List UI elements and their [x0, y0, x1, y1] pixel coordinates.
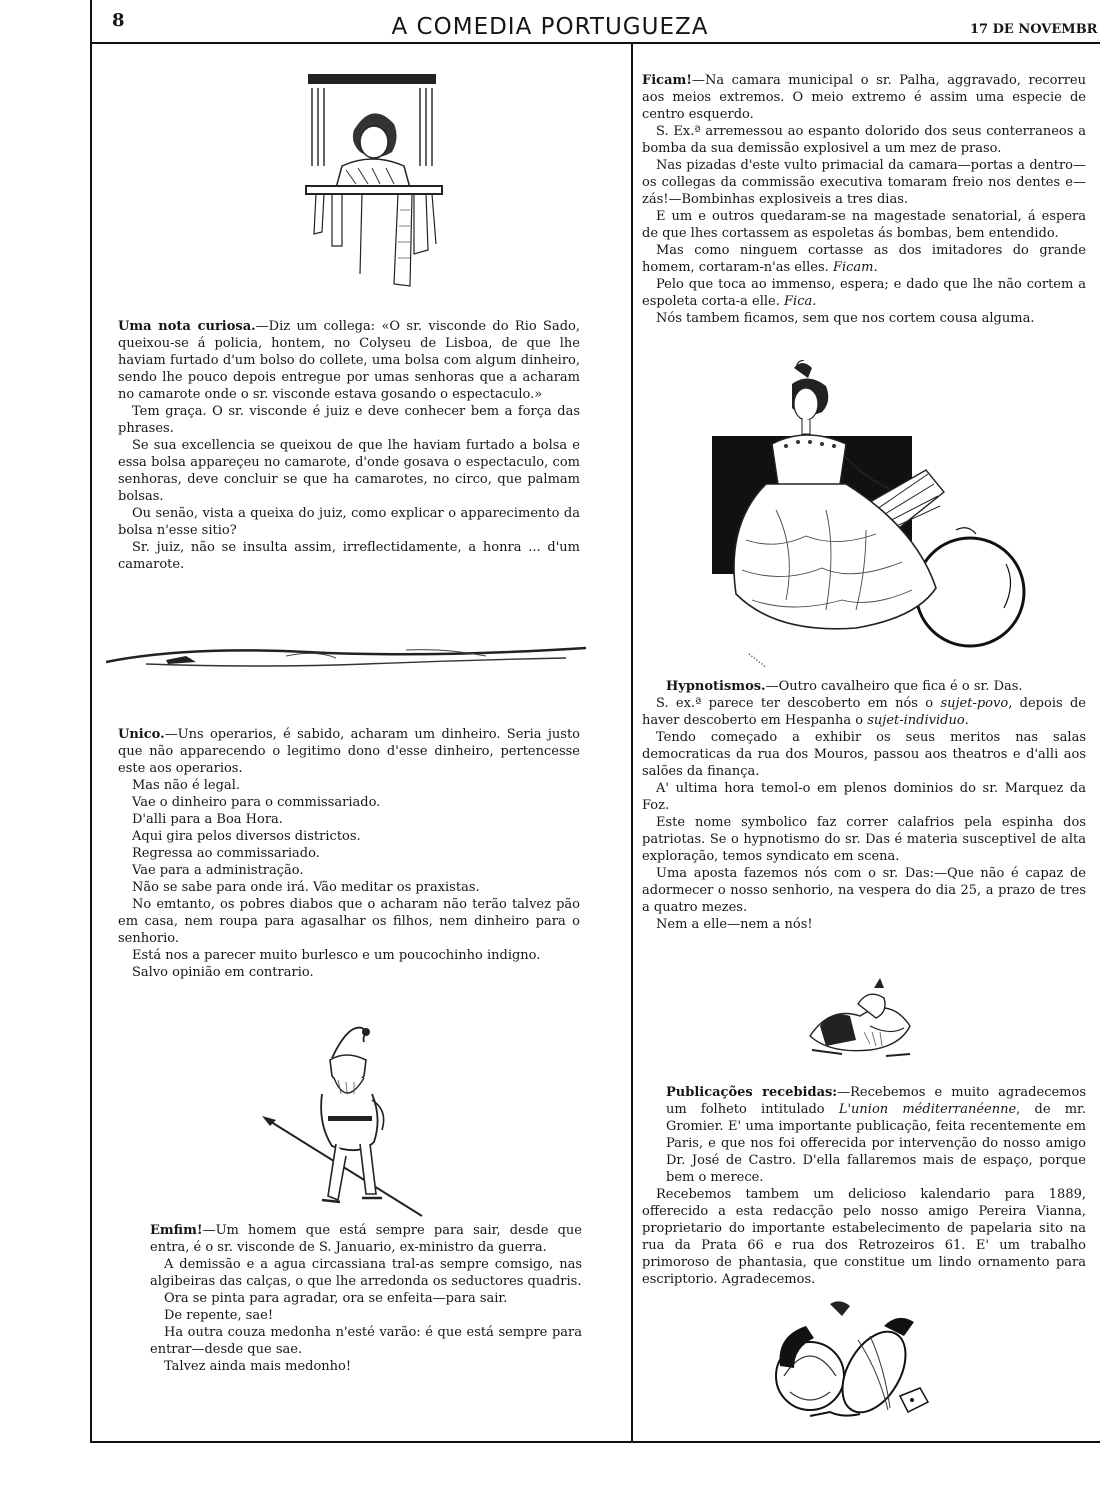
- article-unico: [118, 726, 580, 981]
- left-column-unico: [118, 726, 580, 981]
- article-text: —Recebemos e muito agradecemos um folheto intitulado: [666, 1085, 1087, 1117]
- article-heading: Unico.: [118, 727, 165, 742]
- article-publicacoes: [642, 1084, 1086, 1288]
- article-text: Pelo que toca ao immenso, espera; e dado que lhe não cortem a espoleta corta-a elle.: [642, 277, 1086, 309]
- article-text: Recebemos tambem um delicioso kalendario para 1889, offerecido a esta redacção pelo nosso amigo Pereira Vianna, proprietario do importante estabelecimento de papelaria sito na rua da Prata 66 e rua dos Retrozeiros 61. E' um trabalho primoroso de phantasia, que constitue um lindo ornamento para escriptorio. Agradecemos.: [642, 1187, 1086, 1287]
- article-text: Nem a elle—nem a nós!: [656, 917, 813, 932]
- small-figure-vignette: [800, 976, 930, 1066]
- article-text: S. Ex.ª arremessou ao espanto dolorido dos seus conterraneos a bomba da sua demissão explosivel a um mez de praso.: [642, 124, 1086, 156]
- article-text: Mas como ninguem cortasse as dos imitadores do grande homem, cortaram-n'as elles.: [642, 243, 1086, 275]
- article-line: D'alli para a Boa Hora.: [132, 812, 283, 827]
- article-line: Regressa ao commissariado.: [132, 846, 320, 861]
- article-text: , depois de haver descoberto em Hespanha o: [642, 696, 1086, 728]
- article-text: Ha outra couza medonha n'esté varão: é que está sempre para entrar—desde que sae.: [150, 1325, 582, 1357]
- article-text: Tendo começado a exhibir os seus meritos nas salas democraticas da rua dos Mouros, passou aos theatros e d'alli aos salões da finança.: [642, 730, 1086, 779]
- article-heading: Ficam!: [642, 73, 692, 88]
- article-emfim: [150, 1222, 582, 1375]
- right-column-hypno: [642, 678, 1086, 933]
- article-text: , de mr. Gromier. E' uma importante publicação, feita recentemente em Paris, e que nos foi offerecida por intervenção do nosso amigo Dr. José de Castro. D'ella fallaremos mais de espaço, porque bem o merece.: [666, 1102, 1086, 1185]
- article-ficam: [642, 72, 1086, 327]
- article-text: S. ex.ª parece ter descoberto em nós o: [656, 696, 934, 711]
- masthead-title: A COMEDIA PORTUGUEZA: [391, 14, 709, 40]
- article-text-italic: Ficam.: [832, 260, 878, 275]
- article-text: Nós tambem ficamos, sem que nos cortem cousa alguma.: [656, 311, 1035, 326]
- article-heading: Uma nota curiosa.: [118, 319, 256, 334]
- article-text: Salvo opinião em contrario.: [132, 965, 314, 980]
- article-nota-curiosa: [118, 318, 580, 573]
- article-text: .: [964, 713, 969, 728]
- article-text: —Diz um collega: «O sr. visconde do Rio Sado, queixou-se á policia, hontem, no Colyseu de Lisboa, de que lhe haviam furtado d'um bolso do collete, uma bolsa com algum dinheiro, sendo lhe pouco depois entregue por umas senhoras que a acharam no camarote onde o sr. visconde estava gosando o espectaculo.»: [118, 319, 580, 402]
- fruit-still-life-vignette: [770, 1296, 940, 1436]
- column-divider: [631, 44, 633, 1443]
- header-date: 17 DE NOVEMBR: [970, 22, 1098, 37]
- article-text: Uma aposta fazemos nós com o sr. Das:—Que não é capaz de adormecer o nosso senhorio, na vespera do dia 25, a prazo de tres a quatro mezes.: [642, 866, 1086, 915]
- article-text: —Outro cavalheiro que fica é o sr. Das.: [765, 679, 1023, 694]
- article-text: No emtanto, os pobres diabos que o acharam não terão talvez pão em casa, nem roupa para agasalhar os filhos, nem dinheiro para o senhorio.: [118, 897, 580, 946]
- article-text: Nas pizadas d'este vulto primacial da camara—portas a dentro—os collegas da commissão executiva tomaram freio nos dentes e—zás!—Bombinhas explosiveis a tres dias.: [642, 158, 1086, 207]
- woman-at-window-illustration: [302, 70, 448, 290]
- lady-with-fan-illustration: [706, 360, 1046, 682]
- article-line: Não se sabe para onde irá. Vão meditar os praxistas.: [132, 880, 480, 895]
- article-text-italic: Fica.: [784, 294, 817, 309]
- right-column-ficam: [642, 72, 1086, 327]
- article-text: E um e outros quedaram-se na magestade senatorial, á espera de que lhes cortassem as espoletas ás bombas, bem entendido.: [642, 209, 1086, 241]
- article-text: —Na camara municipal o sr. Palha, aggravado, recorreu aos meios extremos. O meio extremo é assim uma especie de centro esquerdo.: [642, 73, 1086, 122]
- article-heading: Publicações recebidas:: [666, 1085, 838, 1100]
- pen-stroke-divider: [106, 640, 596, 676]
- page-number: 8: [112, 10, 125, 31]
- article-hypnotismos: [642, 678, 1086, 933]
- right-column-publicacoes: [642, 1084, 1086, 1288]
- article-line: Vae para a administração.: [132, 863, 304, 878]
- article-text: A' ultima hora temol-o em plenos dominios do sr. Marquez da Foz.: [642, 781, 1086, 813]
- article-text: Este nome symbolico faz correr calafrios pela espinha dos patriotas. Se o hypnotismo do sr. Das é materia susceptivel de alta exploração, temos syndicato em scena.: [642, 815, 1086, 864]
- page-left-border: [90, 0, 92, 1443]
- footer-rule: [90, 1441, 1100, 1443]
- article-text: —Um homem que está sempre para sair, desde que entra, é o sr. visconde de S. Januario, ex-ministro da guerra.: [150, 1223, 582, 1255]
- left-column: [118, 318, 580, 573]
- article-text: Está nos a parecer muito burlesco e um poucochinho indigno.: [132, 948, 541, 963]
- header-rule: [90, 42, 1100, 44]
- article-text-italic: L'union méditerranéenne: [838, 1102, 1017, 1117]
- article-text: De repente, sae!: [164, 1308, 274, 1323]
- article-text: A demissão e a agua circassiana tral-as sempre comsigo, nas algibeiras das calças, o que lhe arredonda os seductores quadris.: [150, 1257, 582, 1289]
- article-text: Ora se pinta para agradar, ora se enfeita—para sair.: [164, 1291, 508, 1306]
- article-text: Tem graça. O sr. visconde é juiz e deve conhecer bem a força das phrases.: [118, 404, 580, 436]
- left-column-emfim: [150, 1222, 582, 1375]
- article-text-italic: sujet-individuo: [867, 713, 965, 728]
- article-heading: Emfim!: [150, 1223, 203, 1238]
- gnome-with-spear-illustration: [262, 1020, 462, 1220]
- article-text: —Uns operarios, é sabido, acharam um dinheiro. Seria justo que não apparecendo o legitimo dono d'esse dinheiro, pertencesse este aos operarios.: [118, 727, 580, 776]
- article-text-italic: sujet-povo: [940, 696, 1009, 711]
- article-text: Talvez ainda mais medonho!: [164, 1359, 352, 1374]
- article-text: Sr. juiz, não se insulta assim, irreflectidamente, a honra ... d'um camarote.: [118, 540, 580, 572]
- article-line: Mas não é legal.: [132, 778, 240, 793]
- article-heading: Hypnotismos.: [666, 679, 766, 694]
- article-line: Aqui gira pelos diversos districtos.: [132, 829, 361, 844]
- article-line: Vae o dinheiro para o commissariado.: [132, 795, 381, 810]
- svg-text:·······: ·······: [744, 649, 769, 673]
- article-text: Ou senão, vista a queixa do juiz, como explicar o apparecimento da bolsa n'esse sitio?: [118, 506, 580, 538]
- article-text: Se sua excellencia se queixou de que lhe haviam furtado a bolsa e essa bolsa appareçeu no camarote, d'onde gosava o espectaculo, com senhoras, deve concluir se que ha camarotes, no circo, que palmam bolsas.: [118, 438, 580, 504]
